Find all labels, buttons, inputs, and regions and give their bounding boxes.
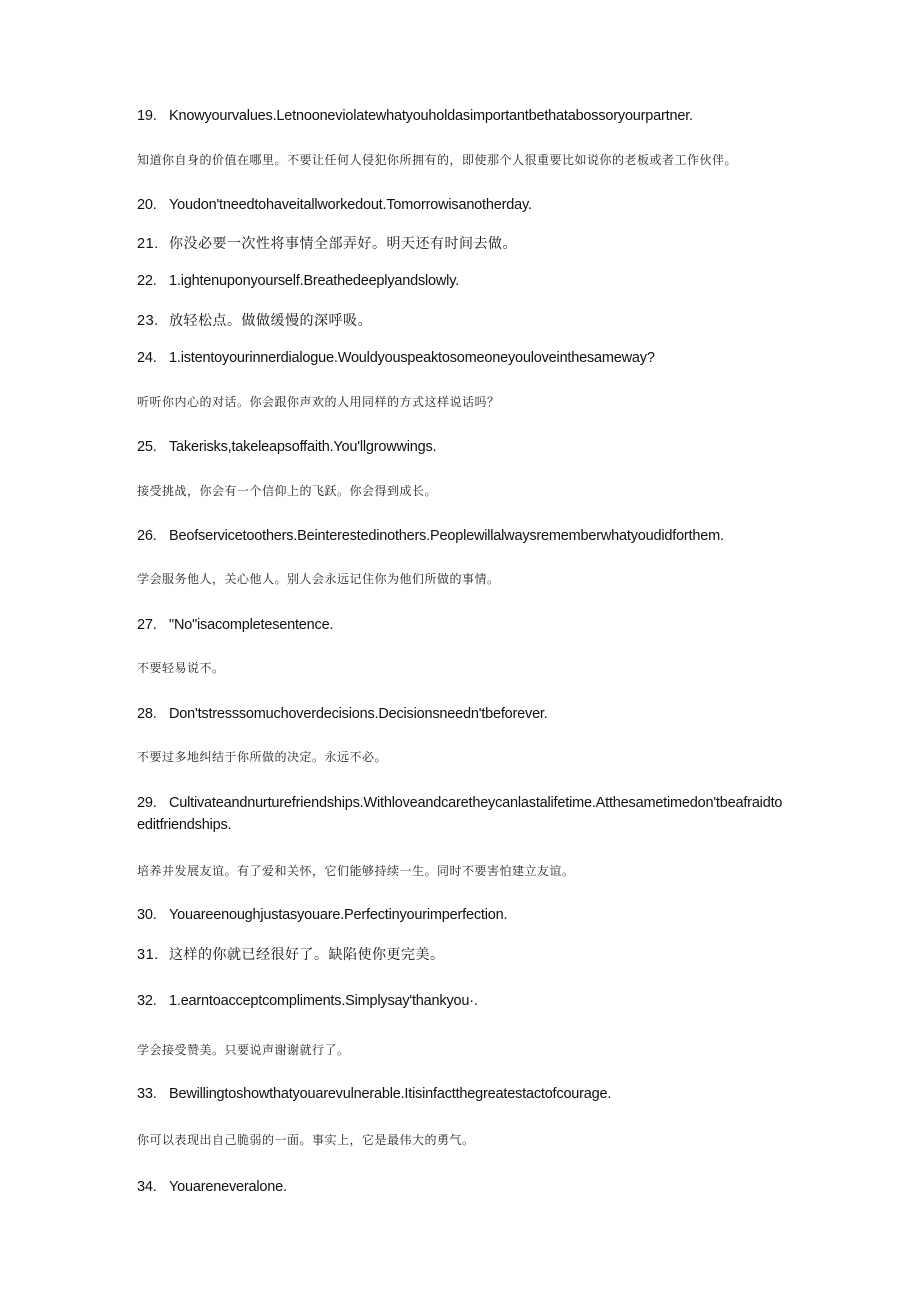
item-number: 22. bbox=[137, 273, 157, 289]
list-item-31 bbox=[137, 944, 445, 964]
item-text: "No"isacompletesentence. bbox=[169, 617, 334, 633]
translation-25: 接受挑战，你会有一个信仰上的飞跃。你会得到成长。 bbox=[137, 484, 438, 498]
item-text: Beofservicetoothers.Beinterestedinothers.Peoplewillalwaysrememberwhatyoudidforthem. bbox=[169, 528, 724, 544]
item-number: 25. bbox=[137, 439, 157, 455]
item-number: 21. bbox=[137, 236, 159, 252]
item-number: 19. bbox=[137, 108, 157, 124]
item-text: Youdon'tneedtohaveitallworkedout.Tomorrowisanotherday. bbox=[169, 197, 532, 213]
list-item-23 bbox=[137, 310, 372, 330]
item-number: 26. bbox=[137, 528, 157, 544]
item-number: 27. bbox=[137, 617, 157, 633]
item-number: 30. bbox=[137, 907, 157, 923]
translation-19: 知道你自身的价值在哪里。不要让任何人侵犯你所拥有的，即使那个人很重要比如说你的老板或者工作伙伴。 bbox=[137, 153, 738, 167]
translation-26: 学会服务他人，关心他人。别人会永远记住你为他们所做的事情。 bbox=[137, 572, 500, 586]
list-item-24 bbox=[137, 350, 655, 366]
translation-24: 听听你内心的对话。你会跟你声欢的人用同样的方式这样说话吗？ bbox=[137, 395, 500, 409]
item-text: 1.ightenuponyourself.Breathedeeplyandslowly. bbox=[169, 273, 459, 289]
item-number: 34. bbox=[137, 1179, 157, 1195]
item-number: 23. bbox=[137, 313, 159, 329]
list-item-33 bbox=[137, 1086, 611, 1102]
item-number: 31. bbox=[137, 947, 159, 963]
item-text: 这样的你就已经很好了。缺陷使你更完美。 bbox=[169, 947, 445, 963]
list-item-28 bbox=[137, 706, 548, 722]
list-item-22 bbox=[137, 273, 459, 289]
item-number: 32. bbox=[137, 993, 157, 1009]
list-item-29 bbox=[137, 792, 787, 836]
list-item-32 bbox=[137, 993, 478, 1009]
translation-33: 你可以表现出自己脆弱的一面。事实上，它是最伟大的勇气。 bbox=[137, 1133, 475, 1147]
item-text: 你没必要一次性将事情全部弄好。明天还有时间去做。 bbox=[169, 236, 517, 252]
item-number: 33. bbox=[137, 1086, 157, 1102]
list-item-19 bbox=[137, 108, 693, 124]
list-item-27 bbox=[137, 617, 333, 633]
item-number: 28. bbox=[137, 706, 157, 722]
list-item-34 bbox=[137, 1179, 287, 1195]
item-text: Takerisks,takeleapsoffaith.You'llgrowwings. bbox=[169, 439, 437, 455]
item-number: 24. bbox=[137, 350, 157, 366]
item-text: 1.istentoyourinnerdialogue.Wouldyouspeaktosomeoneyouloveinthesameway? bbox=[169, 350, 655, 366]
item-text: Youareneveralone. bbox=[169, 1179, 287, 1195]
list-item-26 bbox=[137, 528, 724, 544]
list-item-21 bbox=[137, 233, 517, 253]
item-text: Don'tstresssomuchoverdecisions.Decisionsneedn'tbeforever. bbox=[169, 706, 548, 722]
item-number: 29. bbox=[137, 795, 157, 811]
item-number: 20. bbox=[137, 197, 157, 213]
list-item-20 bbox=[137, 197, 532, 213]
item-text: 1.earntoacceptcompliments.Simplysay'thankyou·. bbox=[169, 993, 478, 1009]
item-text: Youareenoughjustasyouare.Perfectinyourimperfection. bbox=[169, 907, 508, 923]
translation-32: 学会接受赞美。只要说声谢谢就行了。 bbox=[137, 1043, 350, 1057]
list-item-25 bbox=[137, 439, 436, 455]
list-item-30 bbox=[137, 907, 507, 923]
item-text: 放轻松点。做做缓慢的深呼吸。 bbox=[169, 313, 372, 329]
translation-27: 不要轻易说不。 bbox=[137, 661, 225, 675]
translation-29: 培养并发展友谊。有了爱和关怀，它们能够持续一生。同时不要害怕建立友谊。 bbox=[137, 864, 575, 878]
item-text: Bewillingtoshowthatyouarevulnerable.Itisinfactthegreatestactofcourage. bbox=[169, 1086, 612, 1102]
translation-28: 不要过多地纠结于你所做的决定。永远不必。 bbox=[137, 750, 388, 764]
item-text: Cultivateandnurturefriendships.Withloveandcaretheycanlastalifetime.Atthesametimedon'tbeafraidtoeditfriendships. bbox=[137, 795, 783, 833]
item-text: Knowyourvalues.Letnooneviolatewhatyouholdasimportantbethatabossoryourpartner. bbox=[169, 108, 693, 124]
